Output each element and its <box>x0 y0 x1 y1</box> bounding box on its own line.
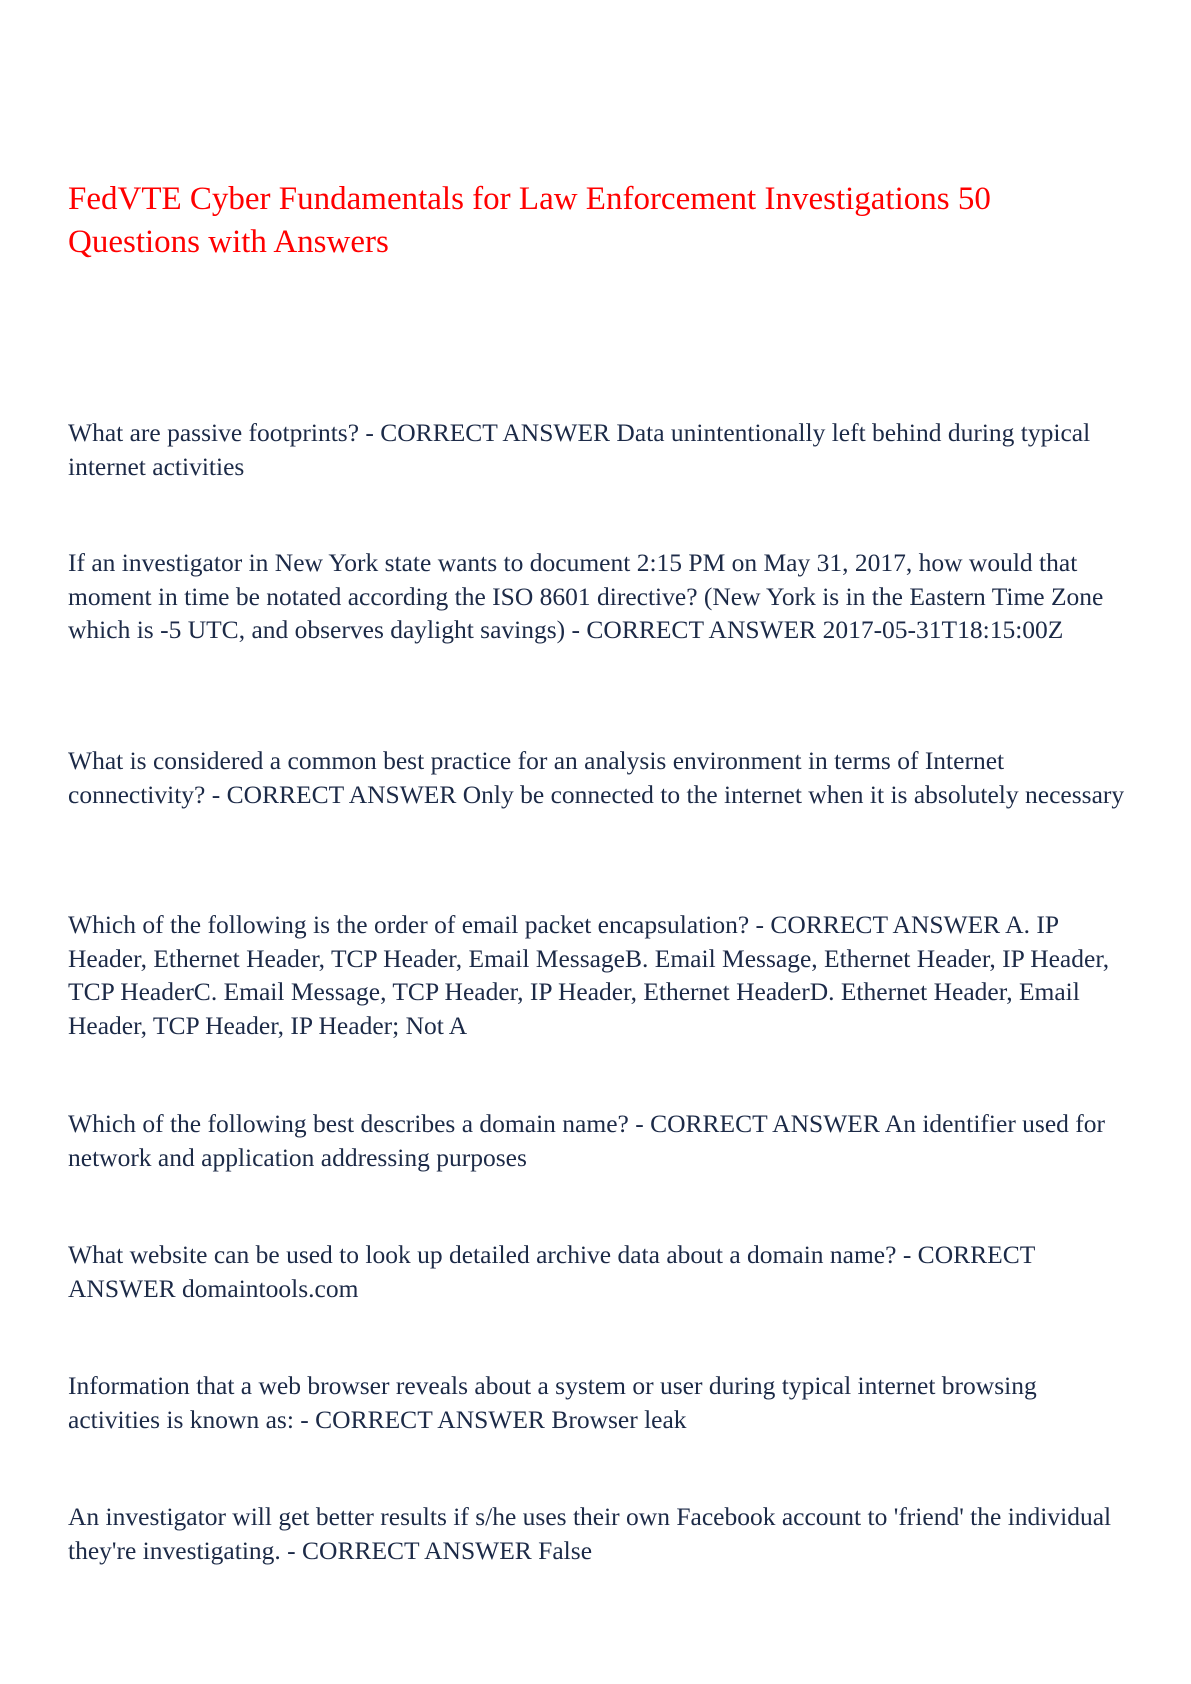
qa-item: Which of the following is the order of email packet encapsulation? - CORRECT ANSWER A. IP Header, Ethernet Header, TCP Header, Email MessageB. Email Message, Ethernet Header, IP Header, TCP HeaderC. Email Message, TCP Header, IP Header, Ethernet HeaderD. Ethernet Header, Email Header, TCP Header, IP Header; Not A <box>68 910 1110 1040</box>
qa-item: What website can be used to look up detailed archive data about a domain name? - CORRECT ANSWER domaintools.com <box>68 1240 1035 1303</box>
document-title: FedVTE Cyber Fundamentals for Law Enforcement Investigations 50 Questions with Answers <box>68 181 991 260</box>
qa-item: What are passive footprints? - CORRECT ANSWER Data unintentionally left behind during typical internet activities <box>68 418 1091 481</box>
qa-item: Information that a web browser reveals about a system or user during typical internet browsing activities is known as: - CORRECT ANSWER Browser leak <box>68 1371 1037 1434</box>
qa-item: An investigator will get better results if s/he uses their own Facebook account to 'friend' the individual they're investigating. - CORRECT ANSWER False <box>68 1502 1112 1565</box>
qa-item: Which of the following best describes a domain name? - CORRECT ANSWER An identifier used for network and application addressing purposes <box>68 1109 1106 1172</box>
qa-item: If an investigator in New York state wants to document 2:15 PM on May 31, 2017, how would that moment in time be notated according the ISO 8601 directive? (New York is in the Eastern Time Zone which is -5 UTC, and observes daylight savings) - CORRECT ANSWER 2017-05-31T18:15:00Z <box>68 548 1104 644</box>
qa-item: What is considered a common best practice for an analysis environment in terms of Internet connectivity? - CORRECT ANSWER Only be connected to the internet when it is absolutely necessary <box>68 746 1125 809</box>
